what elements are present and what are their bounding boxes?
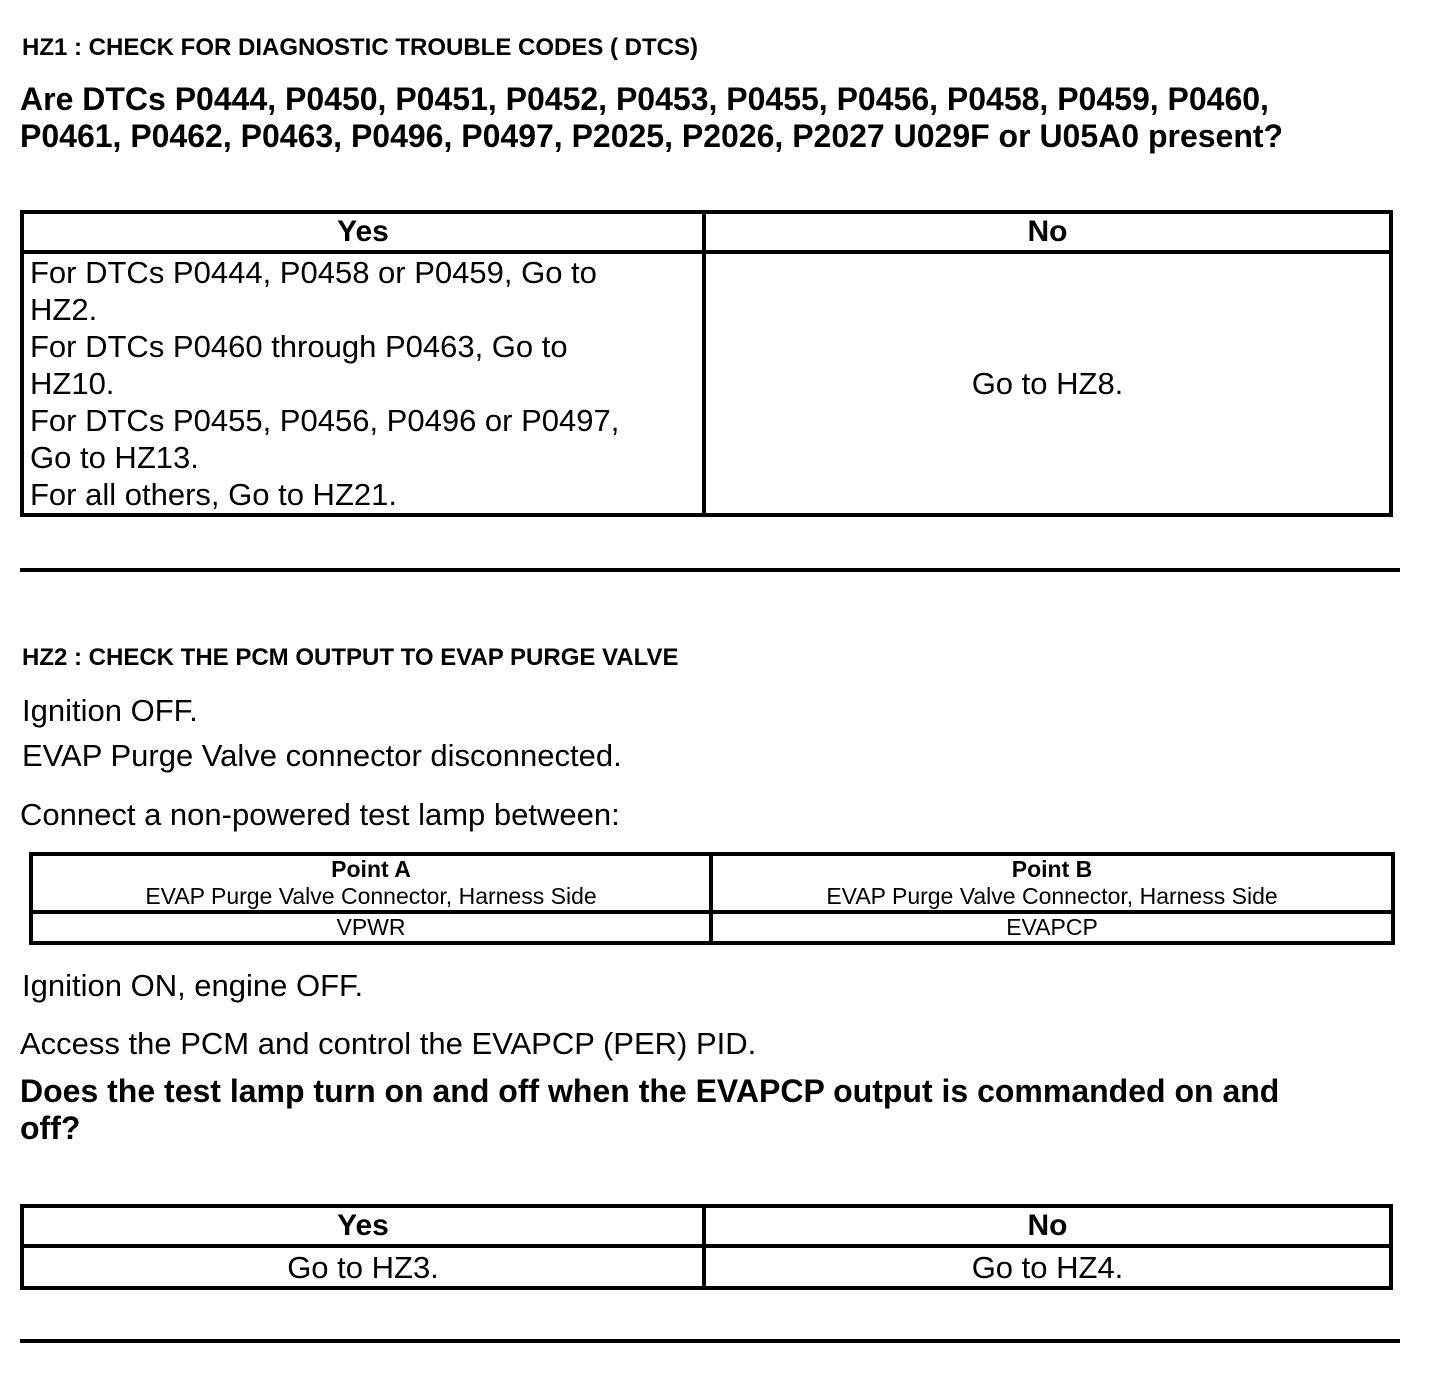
- hz1-no-header: No: [704, 212, 1391, 252]
- hz2-result-row: [22, 1246, 1391, 1288]
- hz1-question-line-2: P0461, P0462, P0463, P0496, P0497, P2025, P2026, P2027 U029F or U05A0 present?: [20, 118, 1284, 154]
- section-divider: [20, 1339, 1400, 1343]
- hz2-yes-cell: Go to HZ3.: [22, 1246, 704, 1288]
- hz2-no-cell: Go to HZ4.: [704, 1246, 1391, 1288]
- hz2-question: [20, 1073, 1279, 1147]
- hz1-yes-line: HZ2.: [30, 292, 98, 327]
- hz2-step-access-pcm: Access the PCM and control the EVAPCP (PER) PID.: [20, 1026, 757, 1061]
- hz2-step-connect-lamp: Connect a non-powered test lamp between:: [20, 797, 620, 832]
- hz2-no-header: No: [704, 1206, 1391, 1246]
- hz1-question-line-1: Are DTCs P0444, P0450, P0451, P0452, P0453, P0455, P0456, P0458, P0459, P0460,: [20, 81, 1269, 117]
- hz1-no-cell: Go to HZ8.: [704, 252, 1391, 515]
- point-b-header-cell: [711, 854, 1393, 912]
- hz2-result-header-row: [22, 1206, 1391, 1246]
- point-a-title: Point A: [331, 856, 411, 882]
- hz1-yes-line: For DTCs P0444, P0458 or P0459, Go to: [30, 255, 597, 290]
- hz1-yes-line: Go to HZ13.: [30, 440, 199, 475]
- point-b-location: EVAP Purge Valve Connector, Harness Side: [826, 883, 1278, 909]
- hz2-step-title: HZ2 : CHECK THE PCM OUTPUT TO EVAP PURGE VALVE: [22, 644, 679, 671]
- hz1-yes-cell: [22, 252, 704, 515]
- point-b-title: Point B: [1011, 856, 1093, 882]
- hz1-yes-line: HZ10.: [30, 366, 115, 401]
- point-b-value: EVAPCP: [711, 912, 1393, 943]
- hz2-test-points-header-row: [31, 854, 1393, 912]
- hz1-step-title: HZ1 : CHECK FOR DIAGNOSTIC TROUBLE CODES ( DTCS): [22, 34, 698, 61]
- point-a-value: VPWR: [31, 912, 711, 943]
- hz1-yes-line: For DTCs P0460 through P0463, Go to: [30, 329, 568, 364]
- hz1-result-header-row: [22, 212, 1391, 252]
- hz1-result-row: [22, 252, 1391, 515]
- point-a-location: EVAP Purge Valve Connector, Harness Side: [145, 883, 597, 909]
- hz1-result-table: [20, 210, 1393, 517]
- hz2-test-points-value-row: [31, 912, 1393, 943]
- hz2-yes-header: Yes: [22, 1206, 704, 1246]
- hz1-yes-line: For all others, Go to HZ21.: [30, 477, 397, 512]
- hz2-step-ignition-on: Ignition ON, engine OFF.: [22, 968, 364, 1003]
- hz1-yes-header: Yes: [22, 212, 704, 252]
- hz2-question-line-2: off?: [20, 1110, 81, 1146]
- hz2-result-table: [20, 1204, 1393, 1290]
- hz1-yes-line: For DTCs P0455, P0456, P0496 or P0497,: [30, 403, 620, 438]
- section-divider: [20, 568, 1400, 572]
- hz2-step-ignition-off: Ignition OFF.: [22, 693, 198, 728]
- hz2-step-connector: EVAP Purge Valve connector disconnected.: [22, 738, 622, 773]
- hz2-test-points-table: [29, 852, 1395, 945]
- hz1-question: [20, 81, 1283, 155]
- hz2-question-line-1: Does the test lamp turn on and off when the EVAPCP output is commanded on and: [20, 1073, 1280, 1109]
- point-a-header-cell: [31, 854, 711, 912]
